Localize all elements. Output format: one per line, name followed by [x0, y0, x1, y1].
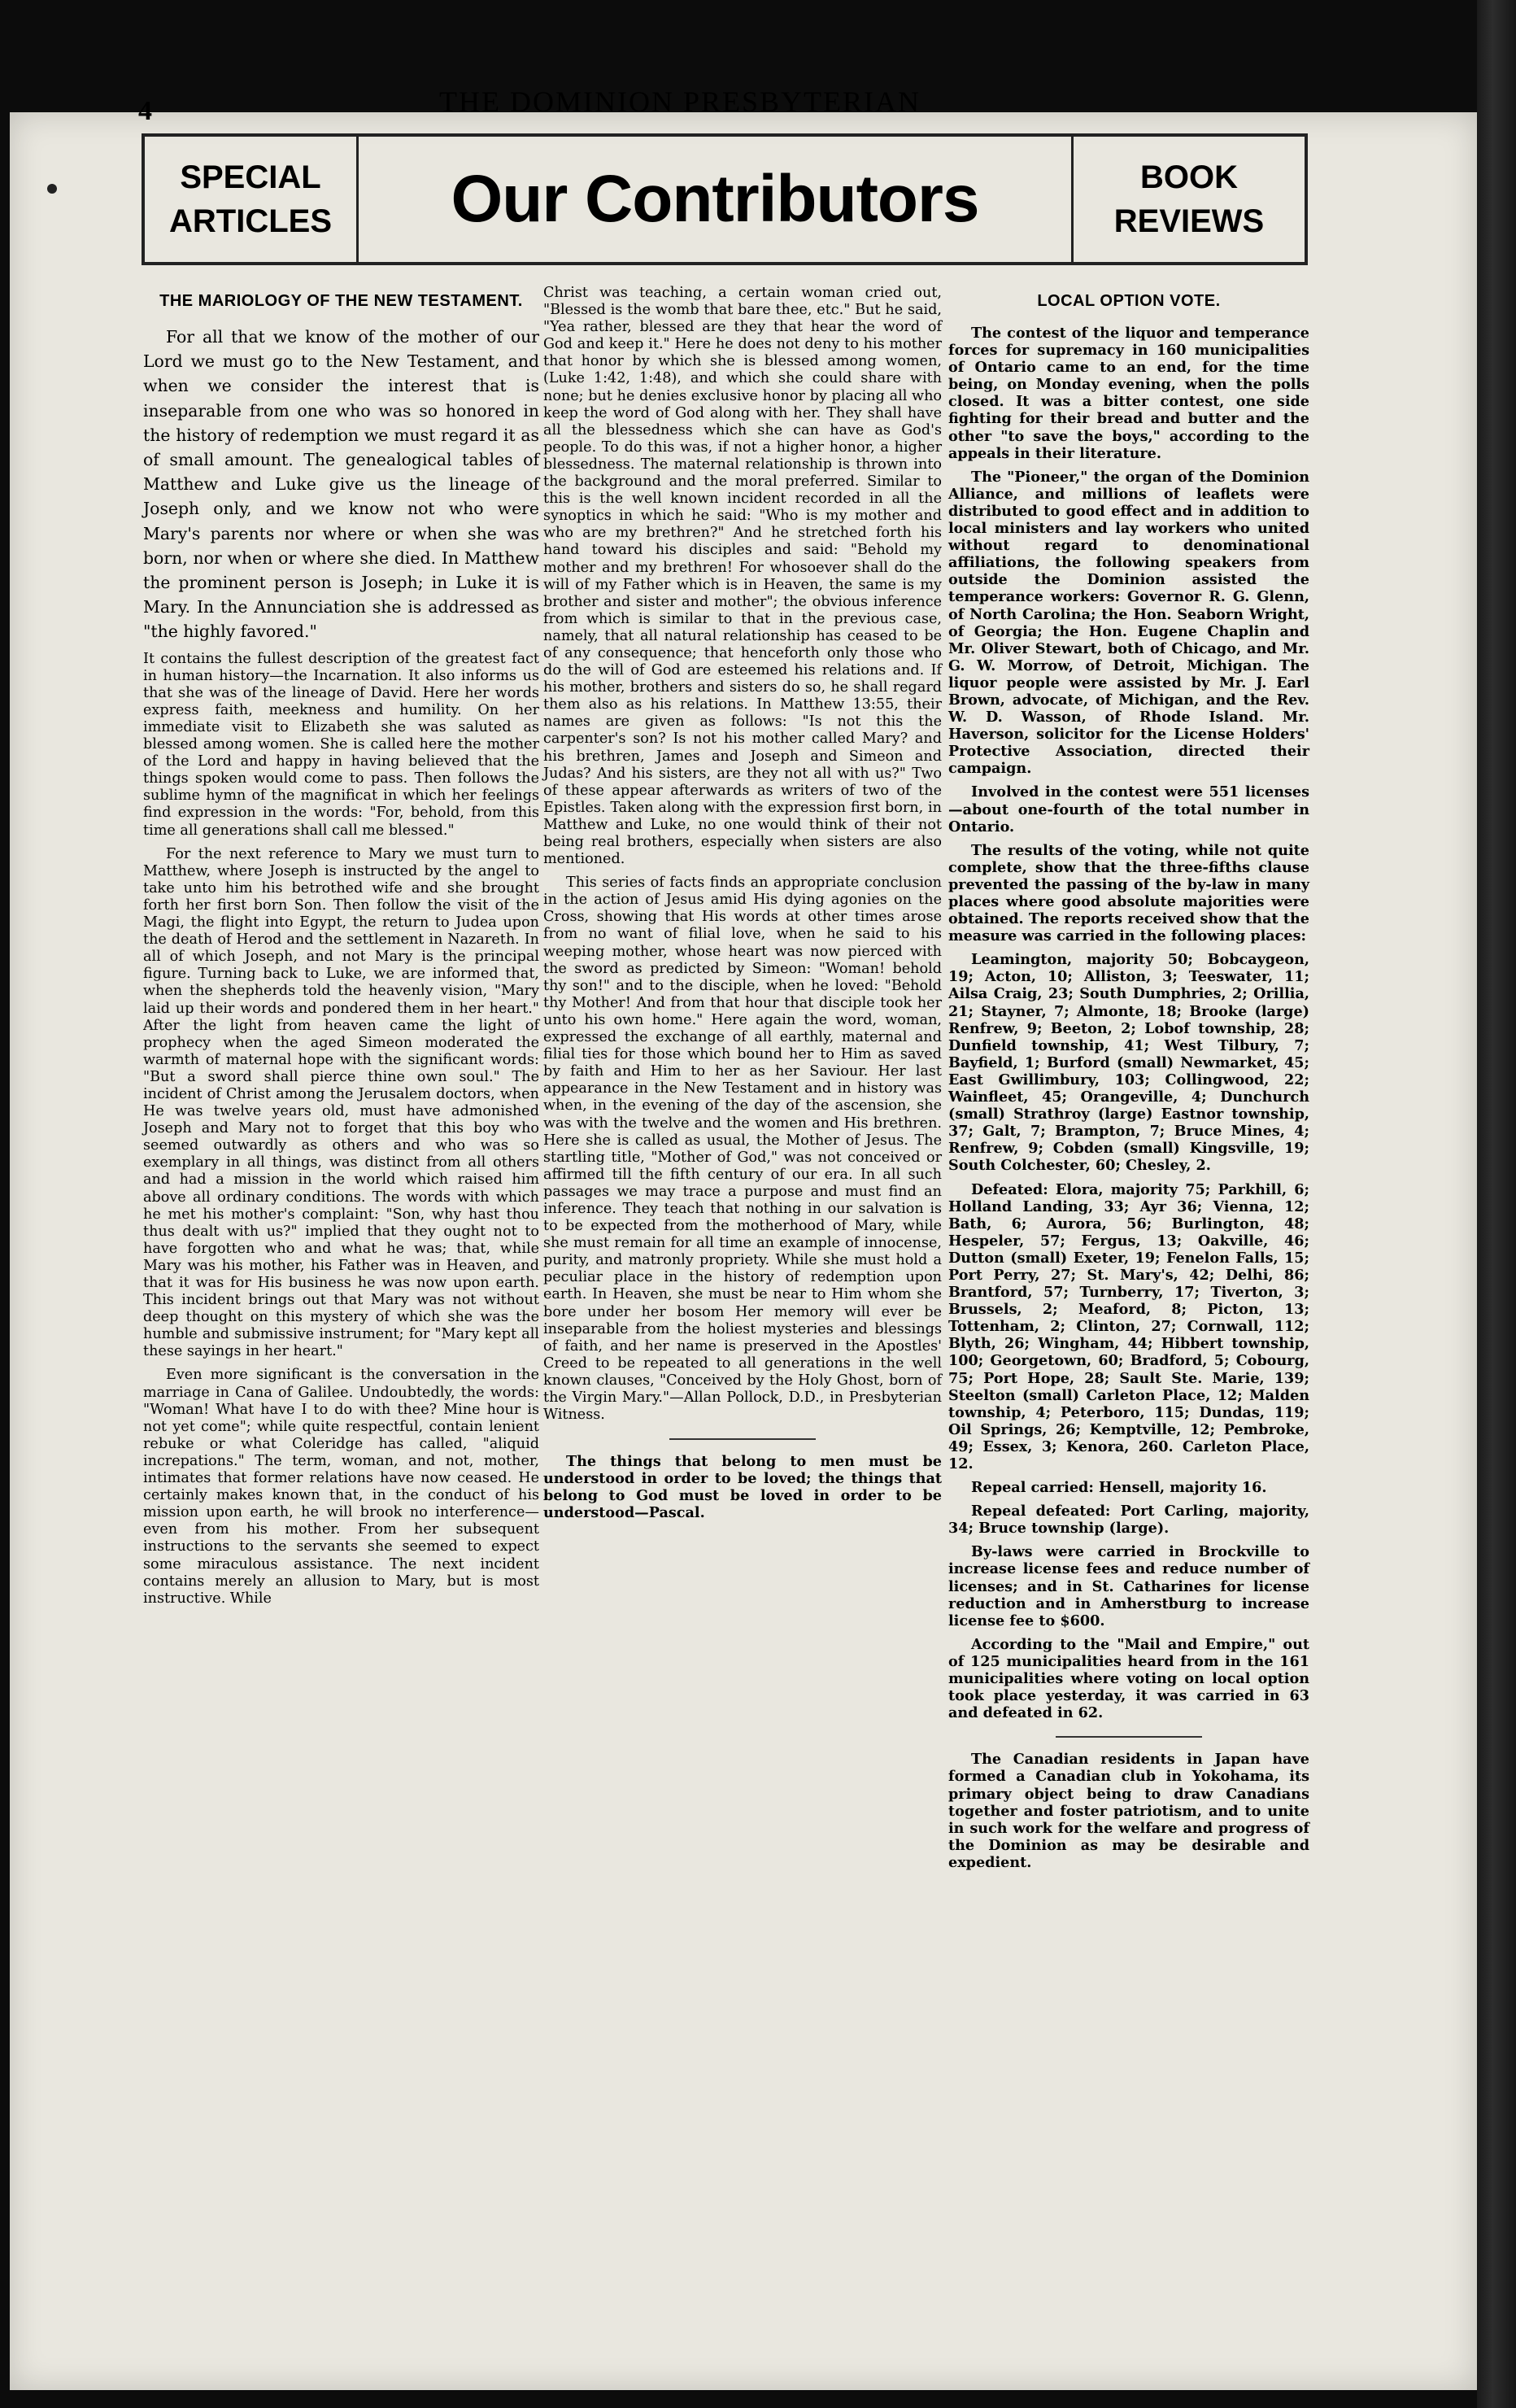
banner-left-line2: ARTICLES	[169, 203, 332, 239]
article-paragraph: The results of the voting, while not quite complete, show that the three-fifths clause prevented the passing of the by-law in many places where good absolute majorities were obtained. The reports received show that the measure was carried in the following places:	[948, 841, 1309, 945]
article-paragraph: It contains the fullest description of the greatest fact in human history—the Incarnation. It also informs us that she was of the lineage of David. Here her words express faith, meekness and humility. On her immediate visit to Elizabeth she was saluted as blessed among women. She is called here the mother of the Lord and happy in having believed that the things spoken would come to pass. Then follows the sublime hymn of the magnificat in which her feelings find expression in the words: "For, behold, from this time all generations shall call me blessed."	[143, 650, 539, 839]
article-paragraph: The Canadian residents in Japan have formed a Canadian club in Yokohama, its primary object being to draw Canadians together and foster patriotism, and to unite in such work for the welfare and progress of the Dominion as may be desirable and expedient.	[948, 1751, 1309, 1871]
pascal-quote: The things that belong to men must be understood in order to be loved; the things that belong to God must be loved in order to be understood—Pascal.	[543, 1453, 942, 1522]
masthead: THE DOMINION PRESBYTERIAN	[439, 85, 921, 118]
article-paragraph: Involved in the contest were 551 licenses—about one-fourth of the total number in Ontario.	[948, 783, 1309, 835]
column-1	[143, 285, 539, 1614]
article-paragraph: Repeal defeated: Port Carling, majority, 34; Bruce township (large).	[948, 1503, 1309, 1538]
article-paragraph: Even more significant is the conversation in the marriage in Cana of Galilee. Undoubtedly, the words: "Woman! What have I to do with thee? Mine hour is not yet come"; while quite respectful, contain lenient rebuke or what Coleridge has called, "aliquid increpations." The term, woman, and not, mother, intimates that former relations have now ceased. He certainly makes known that, in the conduct of his mission upon earth, he will brook no interference—even from his mother. From her subsequent instructions to the servants she seemed to expect some miraculous assistance. The next incident contains merely an allusion to Mary, but is most instructive. While	[143, 1367, 539, 1607]
article-title-local-option: LOCAL OPTION VOTE.	[1037, 292, 1221, 310]
article-paragraph: For all that we know of the mother of our Lord we must go to the New Testament, and when we consider the interest that is inseparable from one who was so honored in the history of redemption we must regard it as of small amount. The genealogical tables of Matthew and Luke give us the lineage of Joseph only, and we know not who were Mary's parents nor where or when she was born, nor when or where she died. In Matthew the prominent person is Joseph; in Luke it is Mary. In the Annunciation she is addressed as "the highly favored."	[143, 327, 539, 642]
banner-right-line2: REVIEWS	[1113, 203, 1265, 239]
article-paragraph: Defeated: Elora, majority 75; Parkhill, 6; Holland Landing, 33; Ayr 36; Vienna, 12; Bath, 6; Aurora, 56; Burlington, 48; Hespeler, 57; Fergus, 13; Oakville, 46; Dutton (small) Exeter, 19; Fenelon Falls, 15; Port Perry, 27; St. Mary's, 42; Delhi, 86; Brantford, 57; Turnberry, 17; Tiverton, 3; Brussels, 2; Meaford, 8; Picton, 13; Tottenham, 2; Clinton, 27; Cornwall, 112; Blyth, 26; Wingham, 44; Hibbert township, 100; Georgetown, 60; Bradford, 5; Cobourg, 75; Port Hope, 28; Sault Ste. Marie, 139; Steelton (small) Carleton Place, 12; Malden township, 4; Peterboro, 115; Dundas, 119; Oil Springs, 26; Kemptville, 12; Pembroke, 49; Essex, 3; Kenora, 260. Carleton Place, 12.	[948, 1180, 1309, 1472]
article-paragraph: The "Pioneer," the organ of the Dominion Alliance, and millions of leaflets were distributed to good effect and in addition to local ministers and lay workers who united without regard to denominational affiliations, the following speakers from outside the Dominion assisted the temperance workers: Governor R. G. Glenn, of North Carolina; the Hon. Seaborn Wright, of Georgia; the Hon. Eugene Chaplin and Mr. Oliver Stewart, both of Chicago, and Mr. G. W. Morrow, of Detroit, Michigan. The liquor people were assisted by Mr. J. Earl Brown, advocate, of Michigan, and the Rev. W. D. Wasson, of Rhode Island. Mr. Haverson, solicitor for the License Holders' Protective Association, directed their campaign.	[948, 468, 1309, 778]
article-paragraph: This series of facts finds an appropriate conclusion in the action of Jesus amid His dying agonies on the Cross, showing that His words at other times arose from no want of filial love, when he said to his weeping mother, whose heart was now pierced with the sword as predicted by Simeon: "Woman! behold thy son!" and to the disciple, when he loved: "Behold thy Mother! And from that hour that disciple took her unto his own home." Here again the word, woman, expressed the exchange of all earthly, maternal and filial ties for those which bound her to Him as saved by faith and Him to her as her Saviour. Her last appearance in the New Testament and in history was when, in the evening of the day of the ascension, she was with the twelve and the women and His brethren. Here she is called as usual, the Mother of Jesus. The startling title, "Mother of God," was not conceived or affirmed till the fifth century of our era. In all such passages we may trace a purpose and must find an inference. They teach that nothing in our salvation is to be expected from the motherhood of Mary, while she must remain for all time an example of innocense, purity, and matronly propriety. While she must hold a peculiar place in the history of redemption upon earth. In Heaven, she must be near to Him whom she bore under her bosom Her memory will ever be inseparable from the holiest mysteries and blessings of faith, and her name is preserved in the Apostles' Creed to be repeated to all generations in the well known clauses, "Conceived by the Holy Ghost, born of the Virgin Mary."—Allan Pollock, D.D., in Presbyterian Witness.	[543, 875, 942, 1424]
article-paragraph: By-laws were carried in Brockville to increase license fees and reduce number of licenses; and in St. Catharines for license reduction and in Amherstburg to increase license fee to $600.	[948, 1543, 1309, 1629]
banner-left-line1: SPECIAL	[180, 159, 321, 195]
column-2	[543, 285, 942, 1529]
banner-right	[1071, 137, 1305, 262]
bullet-dot-icon	[47, 184, 57, 194]
article-paragraph: The contest of the liquor and temperance forces for supremacy in 160 municipalities of Ontario came to an end, for the time being, on Monday evening, when the polls closed. It was a bitter contest, one side fighting for their bread and butter and the other "to save the boys," according to the appeals in their literature.	[948, 325, 1309, 462]
section-divider	[669, 1438, 816, 1440]
section-divider	[1056, 1736, 1202, 1738]
article-paragraph: Leamington, majority 50; Bobcaygeon, 19; Acton, 10; Alliston, 3; Teeswater, 11; Ailsa Craig, 23; South Dumphries, 2; Orillia, 21; Stayner, 7; Almonte, 18; Brooke (large) Renfrew, 9; Beeton, 2; Lobof township, 28; Dunfield township, 41; West Tilbury, 7; Bayfield, 1; Burford (small) Newmarket, 45; East Gwillimbury, 103; Collingwood, 22; Wainfleet, 45; Orangeville, 4; Dunchurch (small) Strathroy (large) Eastnor township, 37; Galt, 7; Brampton, 7; Bruce Mines, 4; Renfrew, 9; Cobden (small) Kingsville, 19; South Colchester, 60; Chesley, 2.	[948, 951, 1309, 1175]
section-banner	[142, 133, 1308, 265]
page-number: 4	[138, 96, 152, 126]
banner-right-line1: BOOK	[1140, 159, 1238, 195]
scan-edge-strip	[1477, 0, 1516, 2408]
banner-left	[145, 137, 359, 262]
banner-title: Our Contributors	[451, 162, 979, 236]
article-paragraph: Repeal carried: Hensell, majority 16.	[971, 1479, 1267, 1497]
article-paragraph: According to the "Mail and Empire," out of 125 municipalities heard from in the 161 municipalities where voting on local option took place yesterday, it was carried in 63 and defeated in 62.	[948, 1635, 1309, 1722]
article-title-mariology: THE MARIOLOGY OF THE NEW TESTAMENT.	[159, 292, 523, 310]
column-3	[948, 285, 1309, 1878]
article-paragraph: Christ was teaching, a certain woman cried out, "Blessed is the womb that bare thee, etc." But he said, "Yea rather, blessed are they that hear the word of God and keep it." Here he does not deny to his mother that honor by which she is blessed among women, (Luke 1:42, 1:48), and which she could share with none; but he denies exclusive honor by placing all who keep the word of God along with her. They shall have all the blessedness which she can have as God's people. To do this was, if not a higher honor, a higher blessedness. The maternal relationship is thrown into the background and the moral preferred. Similar to this is the well known incident recorded in all the synoptics in which he said: "Who is my mother and who are my brethren?" And he stretched forth his hand toward his disciples and said: "Behold my mother and my brethren! For whosoever shall do the will of my Father which is in Heaven, the same is my brother and sister and mother"; the obvious inference from which is similar to that in the previous case, namely, that all natural relationship has ceased to be of any consequence; that henceforth only those who do the will of God are esteemed his relations and. If his mother, brothers and sisters do so, he shall regard them also as his relations. In Matthew 13:55, their names are given as follows: "Is not this the carpenter's son? Is not his mother called Mary? and his brethren, James and Joseph and Simeon and Judas? And his sisters, are they not all with us?" Two of these appear afterwards as writers of two of the Epistles. Taken along with the expression first born, in Matthew and Luke, no one would think of their not being real brothers, especially when sisters are also mentioned.	[543, 285, 942, 868]
article-paragraph: For the next reference to Mary we must turn to Matthew, where Joseph is instructed by the angel to take unto him his betrothed wife and she brought forth her first born Son. Then follow the visit of the Magi, the flight into Egypt, the return to Judea upon the death of Herod and the settlement in Nazareth. In all of which Joseph, and not Mary is the principal figure. Turning back to Luke, we are informed that, when the shepherds told the heavenly vision, "Mary laid up their words and pondered them in her heart." After the light from heaven came the light of prophecy when the aged Simeon moderated the warmth of maternal hope with the significant words: "But a sword shall pierce thine own soul." The incident of Christ among the Jerusalem doctors, when He was twelve years old, must have admonished Joseph and Mary not to forget that this boy who seemed outwardly as others and who was so exemplary in all things, was distinct from all others and had a mission in the world which raised him above all ordinary conditions. The words with which he met his mother's complaint: "Son, why hast thou thus dealt with us?" implied that they ought not to have forgotten who and what he was; that, while Mary was his mother, his Father was in Heaven, and that it was for His business he was now upon earth. This incident brings out that Mary was not without deep thought on this mystery of which she was the humble and submissive instrument; for "Mary kept all these sayings in her heart."	[143, 845, 539, 1360]
